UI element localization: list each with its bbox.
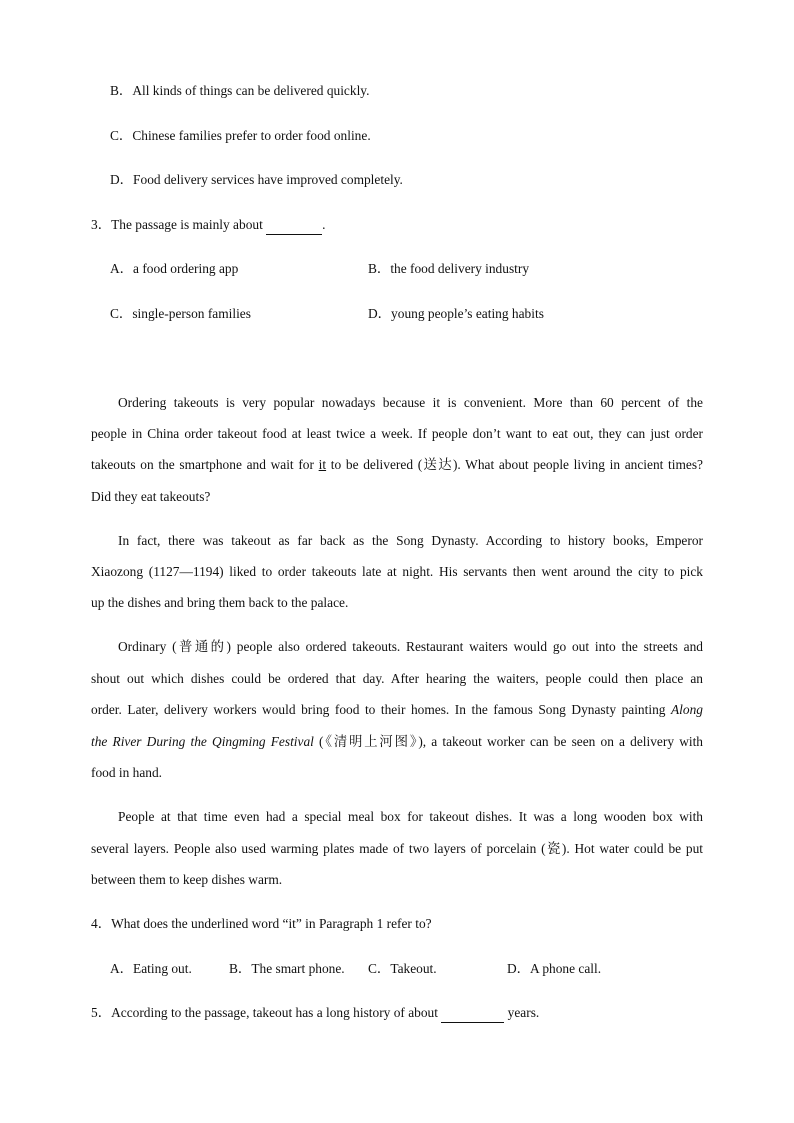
passage-p2-line: In fact, there was takeout as far back as the Song Dynasty. According to history books, Emperor <box>118 533 703 548</box>
passage-p2-line: up the dishes and bring them back to the palace. <box>91 595 349 610</box>
underlined-word-it: it <box>318 457 327 472</box>
q3-option-b: B．the food delivery industry <box>368 261 530 276</box>
q3-option-c: C．single-person families <box>110 306 251 321</box>
q5-stem <box>91 1004 539 1023</box>
passage-p3-line <box>91 701 703 719</box>
q3-option-d: D．young people’s eating habits <box>368 306 544 321</box>
painting-title: Along <box>671 702 703 717</box>
q2-option-c: C．Chinese families prefer to order food online. <box>110 128 371 143</box>
q5-stem-end: years. <box>504 1005 540 1020</box>
text-run: to be delivered (送达). What about people living in ancient times? <box>326 457 704 472</box>
passage-p1-line: Did they eat takeouts? <box>91 489 211 504</box>
passage-p3-line: food in hand. <box>91 765 163 780</box>
passage-p1-line: Ordering takeouts is very popular nowadays because it is convenient. More than 60 percent of the <box>118 395 703 410</box>
text-run: (《清明上河图》), a takeout worker can be seen on a delivery with <box>313 734 703 749</box>
passage-p1-line <box>91 456 703 474</box>
passage-p2-line: Xiaozong (1127—1194) liked to order takeouts late at night. His servants then went around the city to pick <box>91 564 703 579</box>
q2-option-d: D．Food delivery services have improved completely. <box>110 172 403 187</box>
q3-stem-end: . <box>322 217 326 232</box>
passage-p4-line: several layers. People also used warming plates made of two layers of porcelain (瓷). Hot water could be put <box>91 841 703 856</box>
q4-option-b: B．The smart phone. <box>229 961 345 976</box>
q3-stem-text: 3．The passage is mainly about <box>91 217 267 232</box>
q5-answer-blank <box>441 1004 504 1023</box>
q2-option-b: B．All kinds of things can be delivered quickly. <box>110 83 370 98</box>
passage-p4-line: between them to keep dishes warm. <box>91 872 283 887</box>
q4-option-d: D．A phone call. <box>507 961 602 976</box>
q3-stem <box>91 216 326 235</box>
passage-p3-line: Ordinary (普通的) people also ordered takeouts. Restaurant waiters would go out into the streets and <box>118 639 703 654</box>
q5-stem-text: 5．According to the passage, takeout has a long history of about <box>91 1005 442 1020</box>
q4-stem: 4．What does the underlined word “it” in Paragraph 1 refer to? <box>91 916 432 931</box>
q4-option-a: A．Eating out. <box>110 961 192 976</box>
painting-title: the River During the Qingming Festival <box>91 734 314 749</box>
q3-option-a: A．a food ordering app <box>110 261 239 276</box>
q3-answer-blank <box>266 216 322 235</box>
passage-p1-line: people in China order takeout food at least twice a week. If people don’t want to eat out, they can just order <box>91 426 703 441</box>
text-run: takeouts on the smartphone and wait for <box>91 457 319 472</box>
passage-p3-line <box>91 733 703 751</box>
passage-p3-line: shout out which dishes could be ordered that day. After hearing the waiters, people could then place an <box>91 671 703 686</box>
passage-p4-line: People at that time even had a special meal box for takeout dishes. It was a long wooden box with <box>118 809 703 824</box>
q4-option-c: C．Takeout. <box>368 961 437 976</box>
text-run: order. Later, delivery workers would bring food to their homes. In the famous Song Dynasty painting <box>91 702 671 717</box>
